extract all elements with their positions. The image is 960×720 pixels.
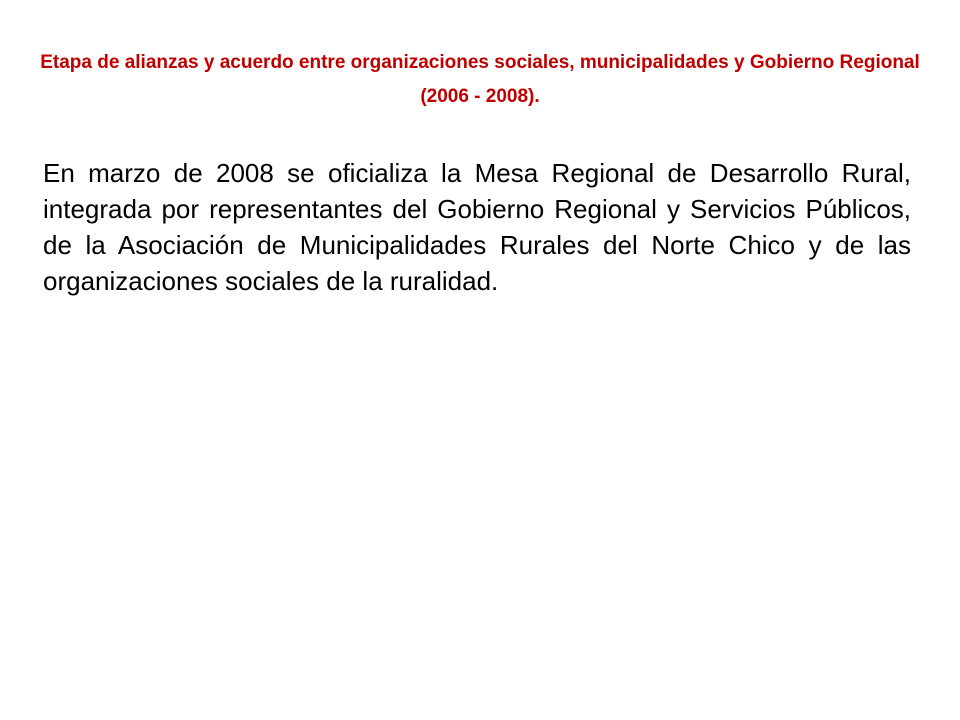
slide-body-text: En marzo de 2008 se oficializa la Mesa Regional de Desarrollo Rural, integrada por representantes del Gobierno Regional y Servicios Públicos, de la Asociación de Municipalidades Rurales del Norte Chico y de las organizaciones sociales de la ruralidad.: [43, 158, 911, 296]
slide-title: Etapa de alianzas y acuerdo entre organizaciones sociales, municipalidades y Gobierno Regional (2006 - 2008).: [40, 52, 920, 107]
